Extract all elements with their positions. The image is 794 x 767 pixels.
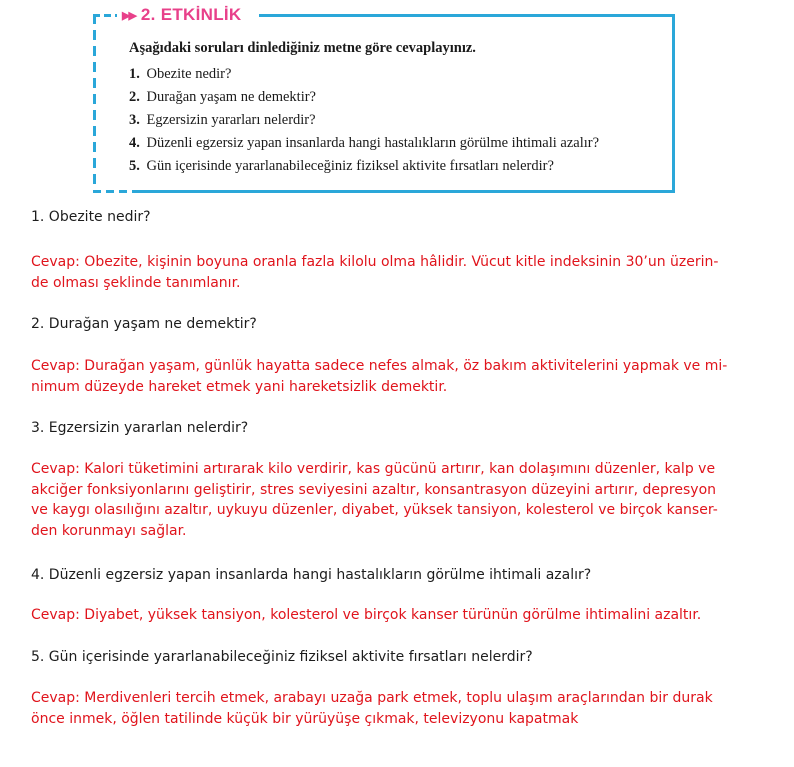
activity-content <box>129 40 665 178</box>
answer-line: Cevap: Diyabet, yüksek tansiyon, kolesterol ve birçok kanser türünün görülme ihtimalini azaltır. <box>31 607 702 623</box>
box-border-dash-top <box>93 14 117 17</box>
answer-line: de olması şeklinde tanımlanır. <box>31 274 241 291</box>
answer-4 <box>31 605 743 626</box>
activity-instruction: Aşağıdaki soruları dinlediğiniz metne göre cevaplayınız. <box>129 40 476 56</box>
question-4: 4. Düzenli egzersiz yapan insanlarda hangi hastalıkların görülme ihtimali azalır? <box>31 567 592 583</box>
answer-line: nimum düzeyde hareket etmek yani hareketsizlik demektir. <box>31 378 448 395</box>
activity-title: 2. ETKİNLİK <box>140 5 242 24</box>
answer-line: akciğer fonksiyonlarını geliştirir, stres seviyesini azaltır, konsantrasyon düzeyini artırır, depresyon <box>31 481 717 498</box>
activity-box <box>93 5 675 193</box>
box-border-bottom <box>133 190 675 193</box>
activity-header <box>118 5 246 25</box>
answer-line: Cevap: Merdivenleri tercih etmek, arabayı uzağa park etmek, toplu ulaşım araçlarından bir durak <box>31 690 713 706</box>
box-border-right <box>672 14 675 193</box>
activity-question: 5. Gün içerisinde yararlanabileceğiniz fiziksel aktivite fırsatları nelerdir? <box>129 158 554 174</box>
answer-1 <box>31 252 743 293</box>
answer-2 <box>31 356 743 397</box>
answer-line: den korunmayı sağlar. <box>31 523 187 540</box>
question-5: 5. Gün içerisinde yararlanabileceğiniz fiziksel aktivite fırsatları nelerdir? <box>31 649 533 665</box>
question-2: 2. Durağan yaşam ne demektir? <box>31 316 257 332</box>
answer-line: önce inmek, öğlen tatilinde küçük bir yürüyüşe çıkmak, televizyonu kapatmak <box>31 710 579 727</box>
question-3: 3. Egzersizin yararlan nelerdir? <box>31 420 249 436</box>
box-border-dash-left <box>93 14 96 193</box>
answer-line: Cevap: Durağan yaşam, günlük hayatta sadece nefes almak, öz bakım aktivitelerini yapmak ve mi- <box>31 358 728 374</box>
answer-5 <box>31 688 743 729</box>
box-border-dash-bottom <box>93 190 133 193</box>
answer-line: Cevap: Kalori tüketimini artırarak kilo verdirir, kas gücünü artırır, kan dolaşımını düzenler, kalp ve <box>31 461 716 477</box>
activity-question: 2. Durağan yaşam ne demektir? <box>129 89 316 105</box>
activity-question: 1. Obezite nedir? <box>129 66 232 82</box>
answer-3 <box>31 459 743 542</box>
box-border-top <box>259 14 675 17</box>
answer-line: ve kaygı olasılığını azaltır, uykuyu düzenler, diyabet, yüksek tansiyon, kolesterol ve birçok kanser- <box>31 502 718 519</box>
activity-question: 3. Egzersizin yararları nelerdir? <box>129 112 316 128</box>
answer-line: Cevap: Obezite, kişinin boyuna oranla fazla kilolu olma hâlidir. Vücut kitle indeksinin 30’un üzerin- <box>31 254 719 270</box>
double-chevron-right-icon: ▶▶ <box>122 9 135 22</box>
question-1: 1. Obezite nedir? <box>31 209 151 225</box>
activity-question: 4. Düzenli egzersiz yapan insanlarda hangi hastalıkların görülme ihtimali azalır? <box>129 135 600 151</box>
